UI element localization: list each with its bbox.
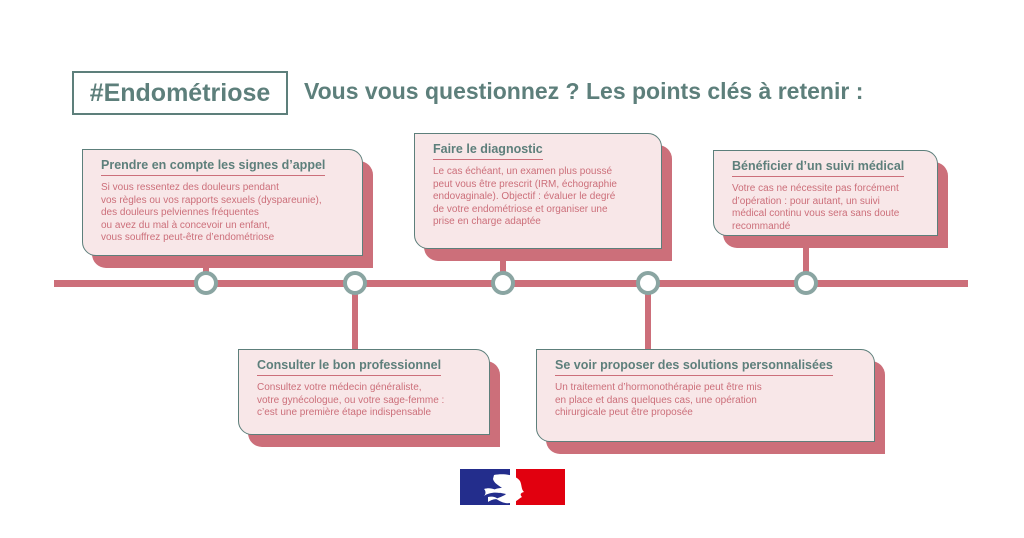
step-line: recommandé: [732, 220, 791, 232]
step-line: médical continu vous sera sans doute: [732, 208, 900, 219]
step-line: c’est une première étape indispensable: [257, 407, 431, 418]
step-title: Faire le diagnostic: [433, 142, 543, 160]
step-card-solutions: [536, 349, 875, 442]
card-face: [536, 349, 875, 442]
step-card-professionnel: [238, 349, 490, 435]
step-line: vos règles ou vos rapports sexuels (dyspareunie),: [101, 194, 322, 206]
step-line: prise en charge adaptée: [433, 216, 541, 227]
hashtag-box: [72, 71, 288, 115]
hashtag-label: #Endométriose: [89, 78, 271, 107]
step-line: Votre cas ne nécessite pas forcément: [732, 183, 899, 194]
card-face: [238, 349, 490, 435]
step-card-suivi: [713, 150, 938, 236]
step-card-signes: [82, 149, 363, 256]
card-face: [414, 133, 662, 249]
step-line: Si vous ressentez des douleurs pendant: [101, 182, 279, 193]
step-line: vous souffrez peut-être d’endométriose: [101, 232, 275, 243]
step-line: Le cas échéant, un examen plus poussé: [433, 166, 613, 177]
step-line: endovaginale). Objectif : évaluer le degré: [433, 191, 616, 202]
step-body: [433, 166, 647, 229]
card-face: [713, 150, 938, 236]
step-body: [732, 183, 923, 233]
connector-4: [645, 286, 651, 350]
timeline-node-4: [636, 271, 660, 295]
timeline-node-5: [794, 271, 818, 295]
step-line: votre gynécologue, ou votre sage-femme :: [257, 394, 445, 406]
step-body: [257, 382, 475, 420]
step-title: Bénéficier d’un suivi médical: [732, 159, 904, 177]
step-line: peut vous être prescrit (IRM, échographie: [433, 178, 617, 190]
step-line: Consultez votre médecin généraliste,: [257, 382, 422, 393]
step-line: d’opération : pour autant, un suivi: [732, 195, 880, 207]
step-line: chirurgicale peut être proposée: [555, 407, 693, 418]
step-title: Consulter le bon professionnel: [257, 358, 441, 376]
page-headline: Vous vous questionnez ? Les points clés à retenir :: [304, 78, 864, 104]
timeline-node-1: [194, 271, 218, 295]
marianne-logo-icon: [460, 469, 565, 505]
step-card-diagnostic: [414, 133, 662, 249]
step-line: des douleurs pelviennes fréquentes: [101, 207, 259, 218]
marianne-profile-icon: [460, 469, 565, 505]
connector-2: [352, 286, 358, 350]
step-title: Se voir proposer des solutions personnalisées: [555, 358, 833, 376]
step-line: de votre endométriose et organiser une: [433, 203, 608, 215]
step-line: ou avez du mal à concevoir un enfant,: [101, 219, 270, 231]
timeline-node-2: [343, 271, 367, 295]
timeline-node-3: [491, 271, 515, 295]
step-body: [555, 382, 860, 420]
step-line: Un traitement d’hormonothérapie peut être mis: [555, 382, 762, 393]
step-title: Prendre en compte les signes d’appel: [101, 158, 325, 176]
step-body: [101, 182, 348, 245]
card-face: [82, 149, 363, 256]
step-line: en place et dans quelques cas, une opération: [555, 394, 757, 406]
